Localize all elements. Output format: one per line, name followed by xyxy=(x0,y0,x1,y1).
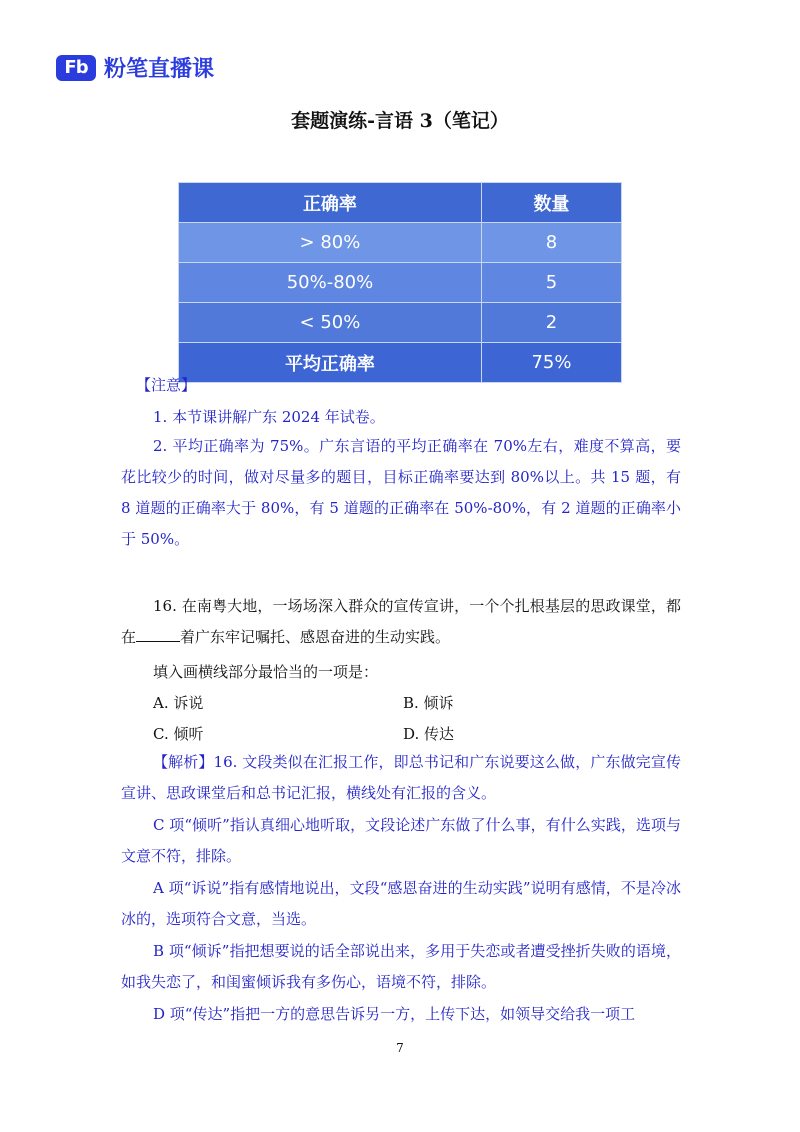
option-a: A. 诉说 xyxy=(153,694,204,712)
table-row xyxy=(179,223,622,263)
logo-text: 粉笔直播课 xyxy=(104,57,215,82)
table-row xyxy=(179,303,622,343)
analysis-paragraph-5: D 项“传达”指把一方的意思告诉另一方，上传下达，如领导交给我一项工 xyxy=(153,1005,636,1023)
analysis-paragraph-3: A 项“诉说”指有感情地说出，文段“感恩奋进的生动实践”说明有感情，不是冷冰冰的，选项符合文意，当选。 xyxy=(121,879,681,928)
answer-blank xyxy=(136,627,180,642)
notice-item-2: 2. 平均正确率为 75%。广东言语的平均正确率在 70%左右，难度不算高，要花比较少的时间，做对尽量多的题目，目标正确率要达到 80%以上。共 15 题，有 8 道题的正确率大于 80%，有 5 道题的正确率在 50%-80%，有 2 道题的正确率小于 50%。 xyxy=(121,437,681,548)
table-header-row xyxy=(179,183,622,223)
analysis-paragraph-2: C 项“倾听”指认真细心地听取，文段论述广东做了什么事，有什么实践，选项与文意不符，排除。 xyxy=(121,816,681,865)
analysis-paragraph-1: 【解析】16. 文段类似在汇报工作，即总书记和广东说要这么做，广东做完宣传宣讲、思政课堂后和总书记汇报，横线处有汇报的含义。 xyxy=(121,753,681,802)
header-count: 数量 xyxy=(481,183,621,223)
analysis-paragraph-4: B 项“倾诉”指把想要说的话全部说出来，多用于失恋或者遭受挫折失败的语境，如我失恋了，和闺蜜倾诉我有多伤心，语境不符，排除。 xyxy=(121,942,681,991)
notice-item-1: 1. 本节课讲解广东 2024 年试卷。 xyxy=(153,408,385,426)
option-c: C. 倾听 xyxy=(153,725,204,743)
question-prompt: 填入画横线部分最恰当的一项是： xyxy=(153,663,379,681)
brand-logo xyxy=(56,52,214,83)
table-average-row xyxy=(179,343,622,383)
row-value: 8 xyxy=(481,223,621,263)
logo-mark: Fb xyxy=(56,55,96,81)
page-number: 7 xyxy=(396,1041,404,1055)
accuracy-table xyxy=(178,182,622,383)
option-d: D. 传达 xyxy=(403,725,455,743)
table-row xyxy=(179,263,622,303)
notice-heading: 【注意】 xyxy=(136,376,197,394)
average-label: 平均正确率 xyxy=(179,343,482,383)
question-stem-part1: 16. 在南粤大地，一场场深入群众的宣传宣讲，一个个扎根基层的思政课堂，都在 xyxy=(121,597,681,646)
row-label: 50%-80% xyxy=(179,263,482,303)
question-stem xyxy=(121,591,681,653)
row-label: > 80% xyxy=(179,223,482,263)
page-title: 套题演练-言语 3（笔记） xyxy=(291,110,509,132)
question-stem-part2: 着广东牢记嘱托、感恩奋进的生动实践。 xyxy=(180,628,451,646)
row-value: 2 xyxy=(481,303,621,343)
row-label: < 50% xyxy=(179,303,482,343)
average-value: 75% xyxy=(481,343,621,383)
option-b: B. 倾诉 xyxy=(403,694,454,712)
header-accuracy: 正确率 xyxy=(179,183,482,223)
row-value: 5 xyxy=(481,263,621,303)
